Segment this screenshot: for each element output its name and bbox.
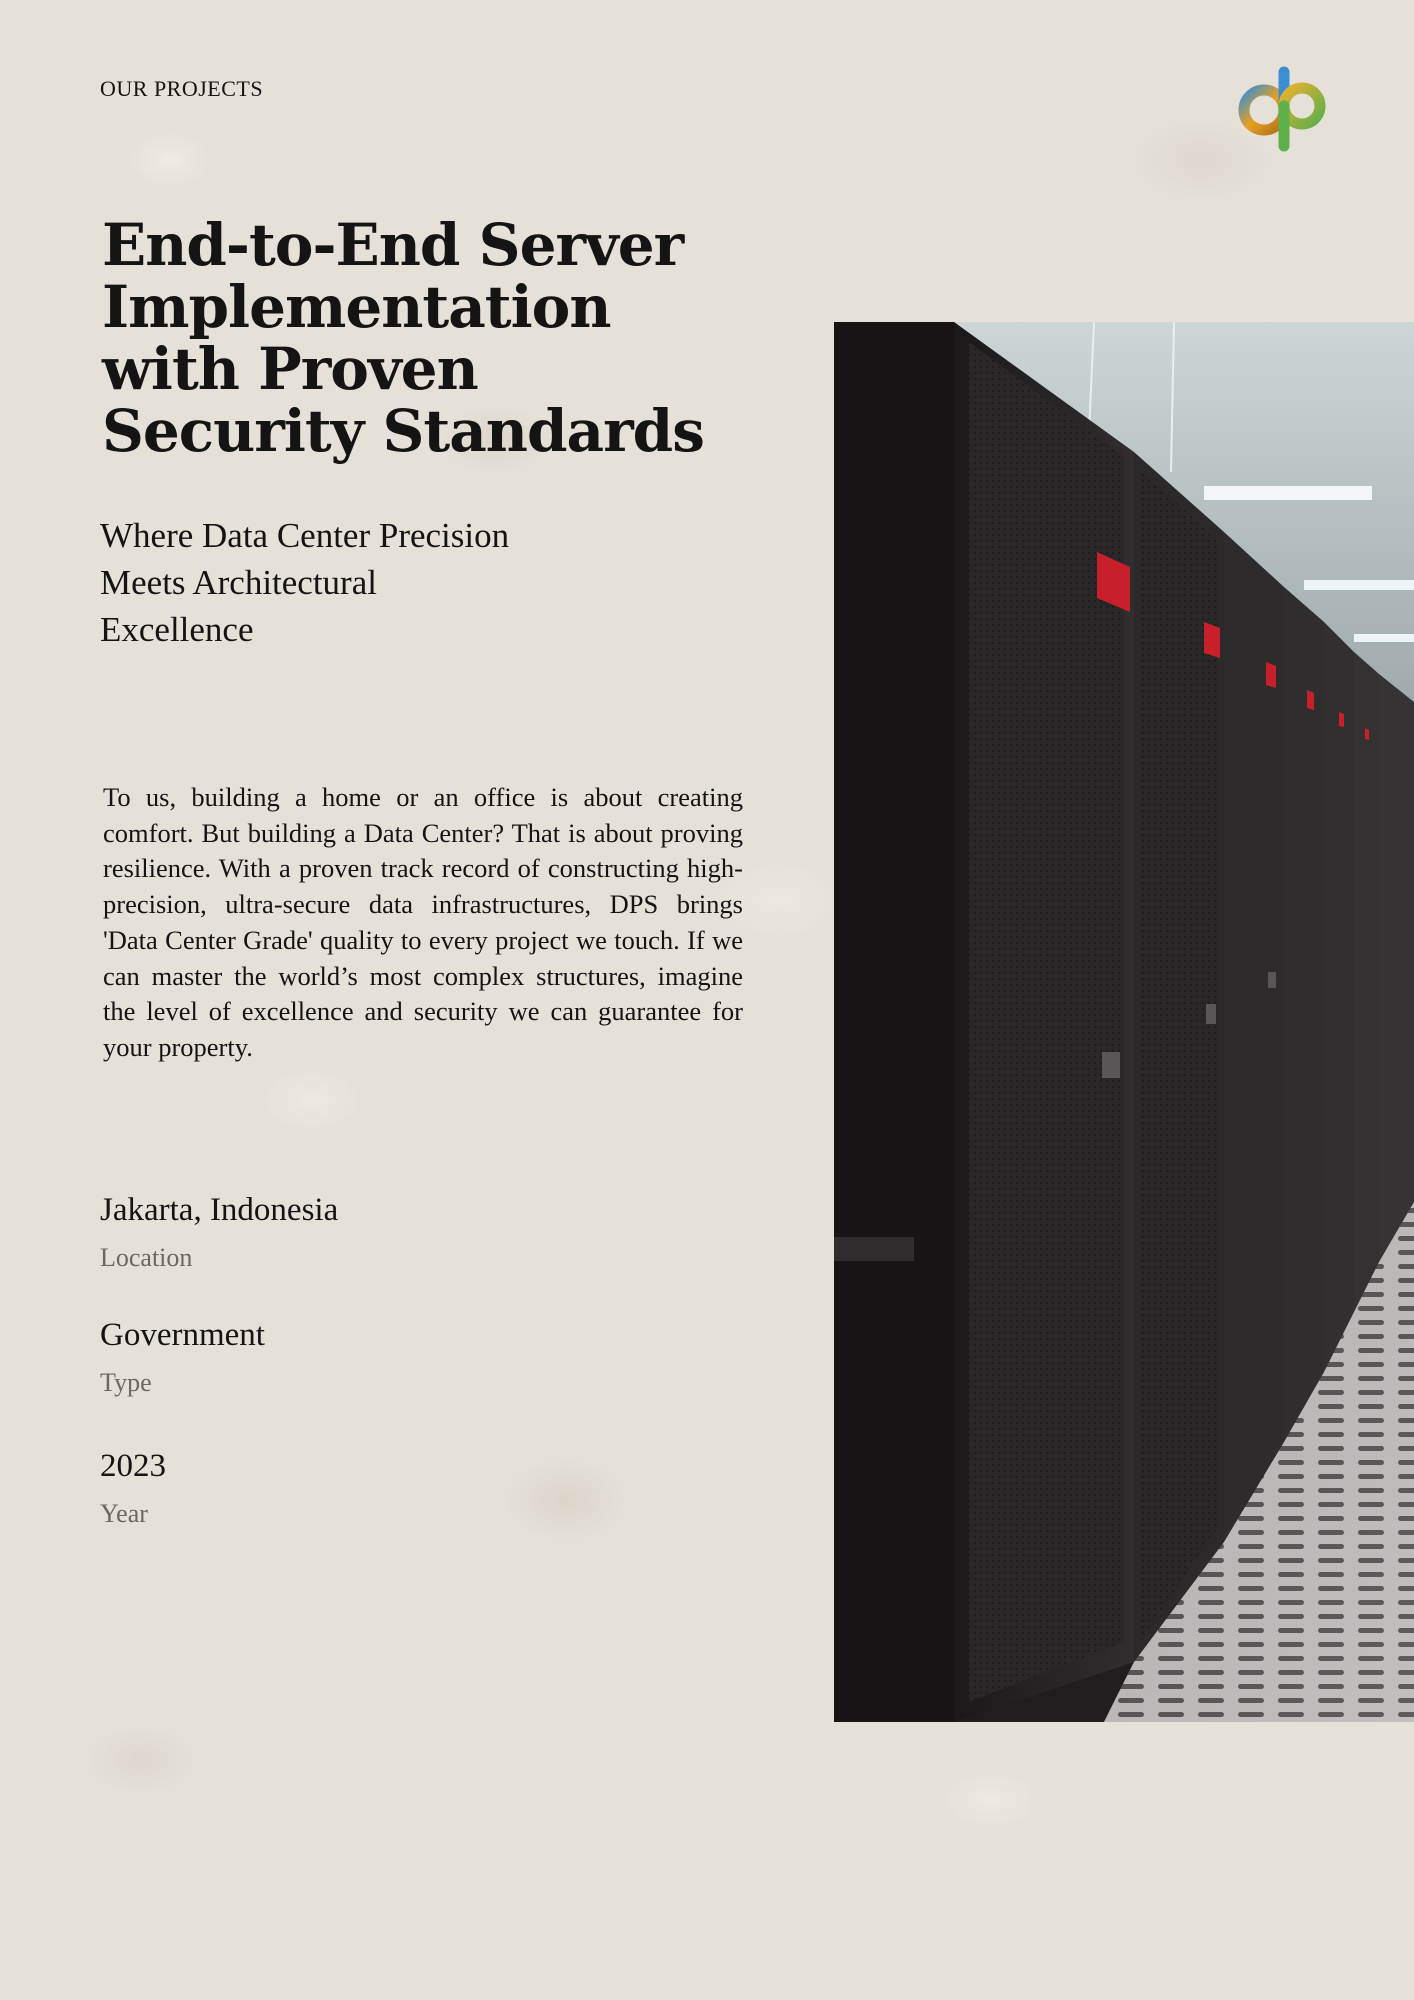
detail-value: Jakarta, Indonesia [100, 1192, 339, 1228]
detail-location [100, 1190, 338, 1274]
project-description: To us, building a home or an office is about creating comfort. But building a Data Center? That is about proving resilience. With a proven track record of constructing high-precision, ultra-secure data infrastructures, DPS brings 'Data Center Grade' quality to every project we touch. If we can master the world’s most complex structures, imagine the level of excellence and security we can guarantee for your property. [103, 782, 743, 1062]
data-center-photo [834, 322, 1414, 1722]
detail-year [100, 1446, 166, 1530]
detail-label: Type [100, 1368, 152, 1397]
detail-value: 2023 [100, 1448, 166, 1484]
section-eyebrow: OUR PROJECTS [100, 76, 264, 101]
detail-label: Year [100, 1499, 148, 1528]
detail-label: Location [100, 1243, 193, 1272]
page-title: End-to-End Server Implementation with Proven Security Standards [102, 211, 704, 465]
page-subtitle: Where Data Center Precision Meets Architectural Excellence [100, 516, 510, 649]
company-logo [1232, 66, 1332, 152]
detail-type [100, 1315, 265, 1399]
dp-infinity-logo-icon [1232, 66, 1332, 152]
detail-value: Government [100, 1317, 265, 1353]
